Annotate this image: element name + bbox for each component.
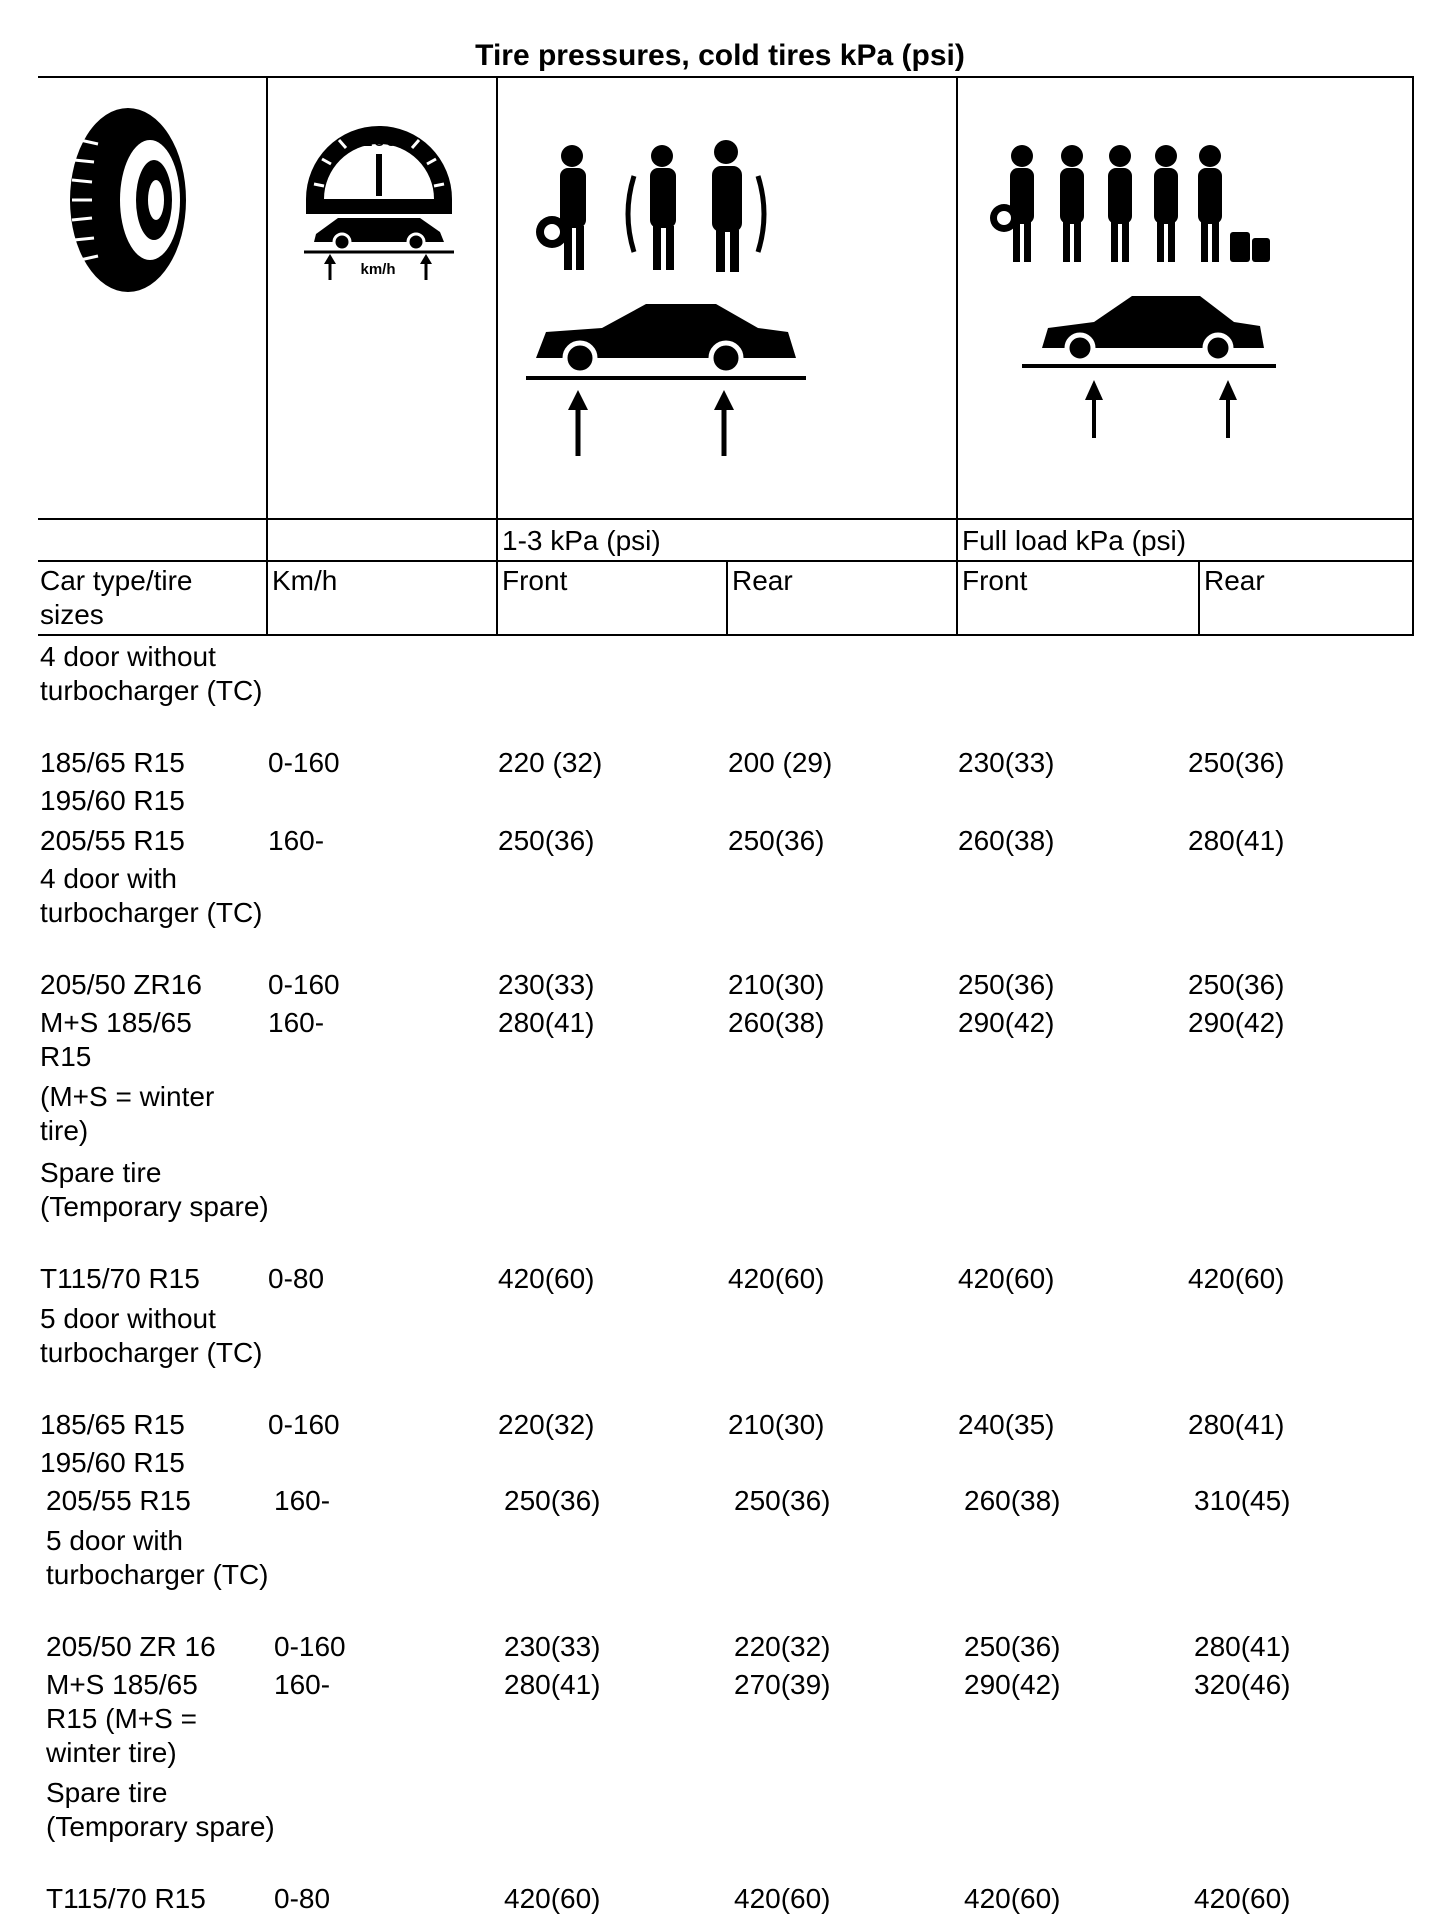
note-cell: (M+S = winter tire): [40, 1081, 215, 1146]
rear-light-cell: 420(60): [734, 1883, 831, 1914]
speed-cell: 0-80: [268, 1263, 325, 1294]
col-header-car-type: Car type/tire sizes: [40, 565, 193, 630]
speed-cell: 0-160: [274, 1631, 346, 1662]
car-type-cell: 5 door without turbocharger (TC): [40, 1303, 263, 1368]
tire-size-cell: M+S 185/65 R15: [40, 1007, 192, 1072]
front-full-cell: 260(38): [964, 1485, 1061, 1516]
col-header-rear-full: Rear: [1204, 565, 1265, 596]
tire-size-cell: 185/65 R15: [40, 1409, 185, 1440]
speed-cell: 160-: [274, 1485, 331, 1516]
front-light-cell: 420(60): [498, 1263, 595, 1294]
table-header: [38, 76, 1414, 636]
rule: [38, 518, 1414, 520]
light-load-car-icon: [526, 136, 866, 466]
rear-light-cell: 220(32): [734, 1631, 831, 1662]
group-label-full-load: Full load kPa (psi): [962, 525, 1187, 556]
rear-full-cell: 250(36): [1188, 747, 1285, 778]
rule: [38, 76, 1414, 78]
col-header-rear-light: Rear: [732, 565, 793, 596]
rear-light-cell: 210(30): [728, 1409, 825, 1440]
front-light-cell: 280(41): [504, 1669, 601, 1700]
speed-cell: 0-160: [268, 969, 340, 1000]
rear-full-cell: 280(41): [1188, 1409, 1285, 1440]
tire-size-cell: 195/60 R15: [40, 1447, 185, 1478]
car-type-cell: 5 door with turbocharger (TC): [46, 1525, 269, 1590]
speed-cell: 160-: [268, 825, 325, 856]
front-full-cell: 250(36): [958, 969, 1055, 1000]
tire-size-cell: 205/55 R15: [40, 825, 185, 856]
rear-light-cell: 200 (29): [728, 747, 833, 778]
speed-cell: 0-160: [268, 747, 340, 778]
col-divider: [726, 560, 728, 636]
front-full-cell: 260(38): [958, 825, 1055, 856]
group-label-light-load: 1-3 kPa (psi): [502, 525, 661, 556]
speed-unit-label: km/h: [360, 261, 396, 278]
car-type-cell: 4 door without turbocharger (TC): [40, 641, 263, 706]
rear-full-cell: 310(45): [1194, 1485, 1291, 1516]
rear-full-cell: 280(41): [1194, 1631, 1291, 1662]
full-load-car-icon: [982, 136, 1382, 446]
front-light-cell: 230(33): [504, 1631, 601, 1662]
tire-size-cell: M+S 185/65 R15 (M+S = winter tire): [46, 1669, 198, 1768]
speed-cell: 160-: [268, 1007, 325, 1038]
rear-light-cell: 250(36): [734, 1485, 831, 1516]
car-type-cell: Spare tire (Temporary spare): [40, 1157, 269, 1222]
tire-size-cell: 205/55 R15: [46, 1485, 191, 1516]
tire-size-cell: T115/70 R15: [46, 1883, 206, 1914]
speedometer-reading: 160: [360, 126, 398, 151]
col-divider: [496, 76, 498, 636]
rear-full-cell: 320(46): [1194, 1669, 1291, 1700]
front-light-cell: 420(60): [504, 1883, 601, 1914]
col-divider: [1412, 76, 1414, 636]
rear-light-cell: 250(36): [728, 825, 825, 856]
front-light-cell: 220(32): [498, 1409, 595, 1440]
rear-full-cell: 280(41): [1188, 825, 1285, 856]
rear-light-cell: 420(60): [728, 1263, 825, 1294]
rear-full-cell: 290(42): [1188, 1007, 1285, 1038]
rear-full-cell: 420(60): [1188, 1263, 1285, 1294]
page-title: Tire pressures, cold tires kPa (psi): [475, 39, 965, 72]
tire-size-cell: 185/65 R15: [40, 747, 185, 778]
col-header-kmh: Km/h: [272, 565, 338, 596]
front-full-cell: 420(60): [958, 1263, 1055, 1294]
rear-full-cell: 420(60): [1194, 1883, 1291, 1914]
speed-cell: 160-: [274, 1669, 331, 1700]
tire-icon: [58, 100, 208, 300]
speed-cell: 0-160: [268, 1409, 340, 1440]
front-full-cell: 250(36): [964, 1631, 1061, 1662]
tire-size-cell: 205/50 ZR 16: [46, 1631, 216, 1662]
front-full-cell: 240(35): [958, 1409, 1055, 1440]
col-divider: [956, 76, 958, 636]
col-divider: [1198, 560, 1200, 636]
front-light-cell: 250(36): [504, 1485, 601, 1516]
rear-light-cell: 260(38): [728, 1007, 825, 1038]
front-light-cell: 280(41): [498, 1007, 595, 1038]
tire-size-cell: 195/60 R15: [40, 785, 185, 816]
rear-light-cell: 210(30): [728, 969, 825, 1000]
front-light-cell: 250(36): [498, 825, 595, 856]
tire-size-cell: 205/50 ZR16: [40, 969, 202, 1000]
front-light-cell: 230(33): [498, 969, 595, 1000]
speedometer-icon: [294, 104, 464, 284]
car-type-cell: Spare tire (Temporary spare): [46, 1777, 275, 1842]
rear-light-cell: 270(39): [734, 1669, 831, 1700]
front-full-cell: 290(42): [958, 1007, 1055, 1038]
col-header-front-light: Front: [502, 565, 568, 596]
front-full-cell: 230(33): [958, 747, 1055, 778]
speed-cell: 0-80: [274, 1883, 331, 1914]
car-type-cell: 4 door with turbocharger (TC): [40, 863, 263, 928]
front-full-cell: 290(42): [964, 1669, 1061, 1700]
col-header-front-full: Front: [962, 565, 1028, 596]
col-divider: [266, 76, 268, 636]
tire-size-cell: T115/70 R15: [40, 1263, 200, 1294]
front-light-cell: 220 (32): [498, 747, 603, 778]
front-full-cell: 420(60): [964, 1883, 1061, 1914]
rear-full-cell: 250(36): [1188, 969, 1285, 1000]
